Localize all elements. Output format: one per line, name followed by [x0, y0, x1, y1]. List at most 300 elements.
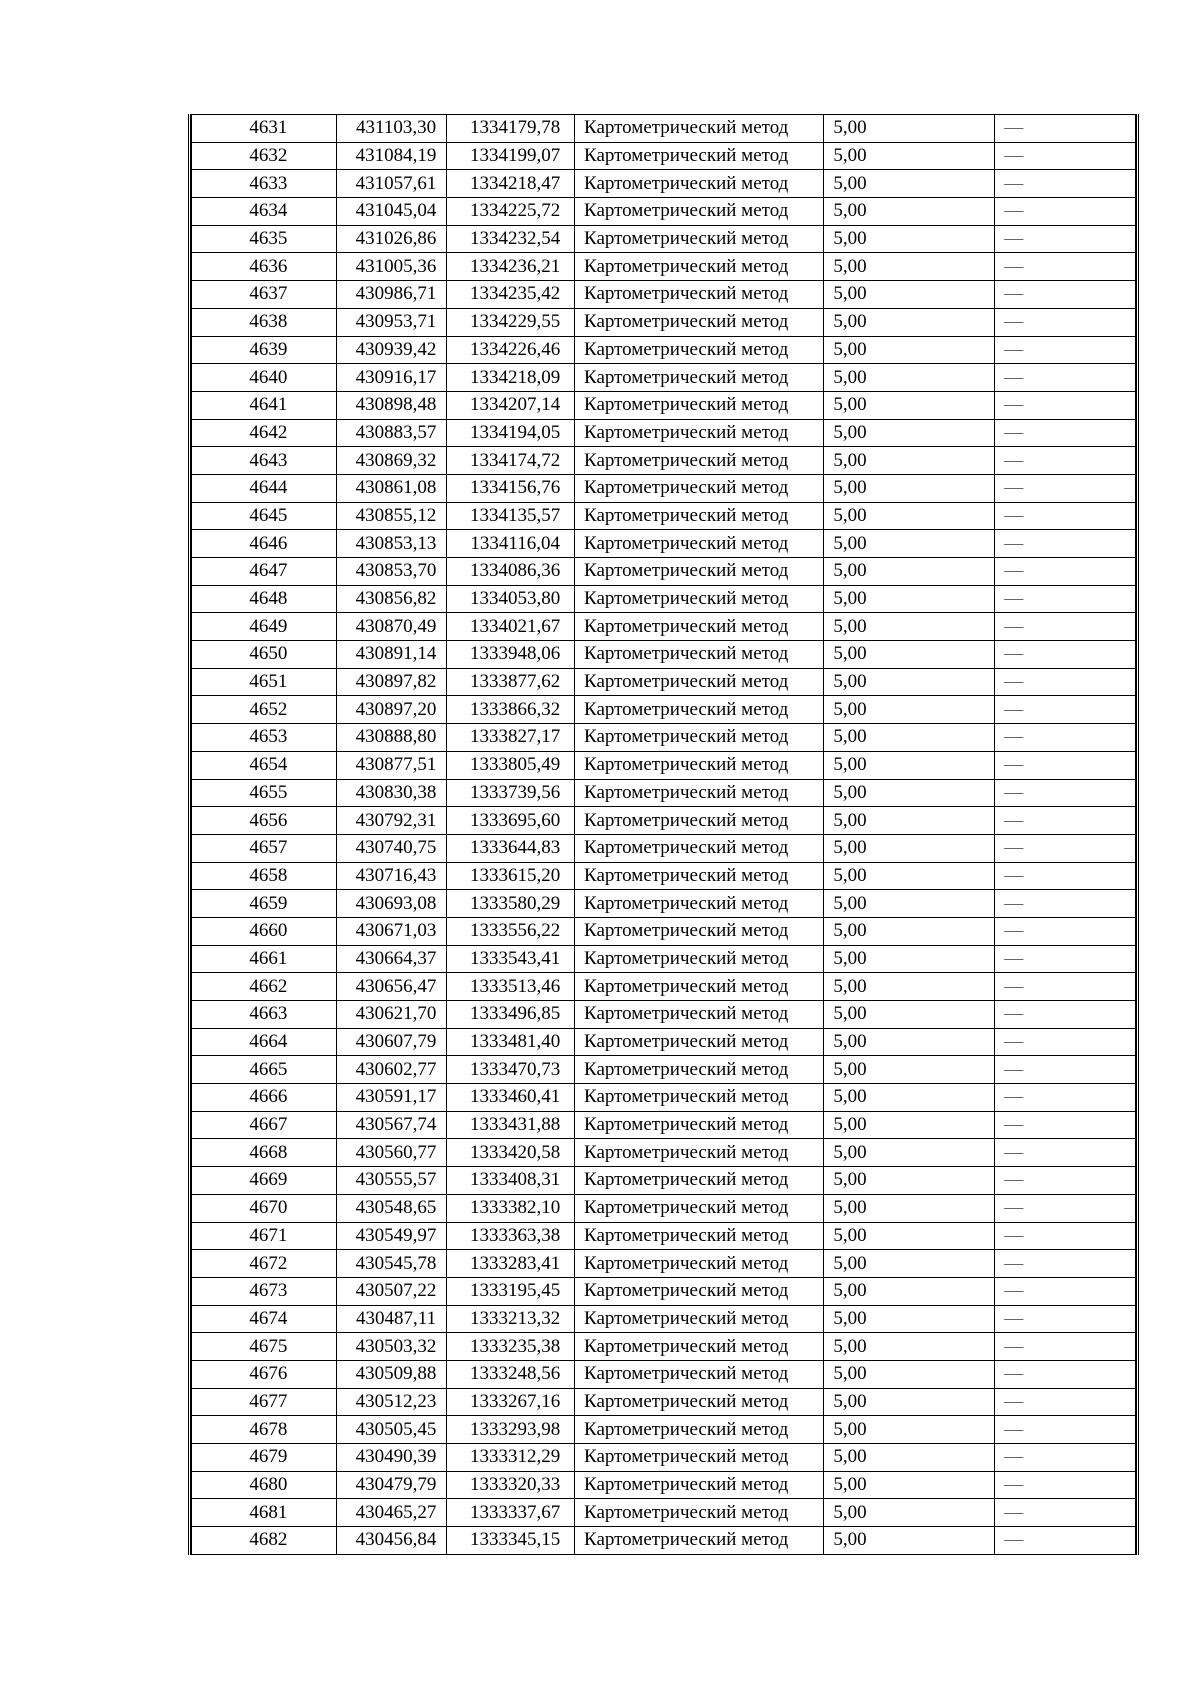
y-coordinate-cell: 1334225,72: [447, 198, 575, 226]
description-cell: —: [995, 336, 1136, 364]
x-coordinate-cell: 430490,39: [336, 1444, 447, 1472]
table-row: [192, 1222, 1136, 1250]
point-number-cell: 4673: [192, 1277, 337, 1305]
y-coordinate-cell: 1334229,55: [447, 308, 575, 336]
method-cell: Картометрический метод: [575, 1084, 824, 1112]
y-coordinate-cell: 1333235,38: [447, 1333, 575, 1361]
description-cell: —: [995, 1416, 1136, 1444]
description-cell: —: [995, 281, 1136, 309]
y-coordinate-cell: 1333496,85: [447, 1001, 575, 1029]
precision-cell: 5,00: [824, 1222, 995, 1250]
y-coordinate-cell: 1333948,06: [447, 641, 575, 669]
y-coordinate-cell: 1333739,56: [447, 779, 575, 807]
precision-cell: 5,00: [824, 945, 995, 973]
method-cell: Картометрический метод: [575, 225, 824, 253]
description-cell: —: [995, 1028, 1136, 1056]
description-cell: —: [995, 1388, 1136, 1416]
description-cell: —: [995, 1360, 1136, 1388]
description-cell: —: [995, 834, 1136, 862]
x-coordinate-cell: 430891,14: [336, 641, 447, 669]
x-coordinate-cell: 431026,86: [336, 225, 447, 253]
point-number-cell: 4645: [192, 502, 337, 530]
method-cell: Картометрический метод: [575, 641, 824, 669]
y-coordinate-cell: 1333337,67: [447, 1499, 575, 1527]
x-coordinate-cell: 431084,19: [336, 142, 447, 170]
description-cell: —: [995, 668, 1136, 696]
method-cell: Картометрический метод: [575, 336, 824, 364]
x-coordinate-cell: 430512,23: [336, 1388, 447, 1416]
x-coordinate-cell: 430898,48: [336, 391, 447, 419]
table-row: [192, 447, 1136, 475]
precision-cell: 5,00: [824, 502, 995, 530]
point-number-cell: 4677: [192, 1388, 337, 1416]
precision-cell: 5,00: [824, 1444, 995, 1472]
point-number-cell: 4647: [192, 558, 337, 586]
y-coordinate-cell: 1334053,80: [447, 585, 575, 613]
y-coordinate-cell: 1333580,29: [447, 890, 575, 918]
method-cell: Картометрический метод: [575, 1444, 824, 1472]
table-row: [192, 779, 1136, 807]
precision-cell: 5,00: [824, 1111, 995, 1139]
table-row: [192, 1111, 1136, 1139]
y-coordinate-cell: 1333615,20: [447, 862, 575, 890]
y-coordinate-cell: 1333827,17: [447, 724, 575, 752]
x-coordinate-cell: 430591,17: [336, 1084, 447, 1112]
table-row: [192, 917, 1136, 945]
point-number-cell: 4635: [192, 225, 337, 253]
precision-cell: 5,00: [824, 1139, 995, 1167]
method-cell: Картометрический метод: [575, 1001, 824, 1029]
point-number-cell: 4671: [192, 1222, 337, 1250]
x-coordinate-cell: 430861,08: [336, 474, 447, 502]
description-cell: —: [995, 917, 1136, 945]
precision-cell: 5,00: [824, 474, 995, 502]
description-cell: —: [995, 862, 1136, 890]
table-row: [192, 1028, 1136, 1056]
precision-cell: 5,00: [824, 1001, 995, 1029]
y-coordinate-cell: 1334218,47: [447, 170, 575, 198]
precision-cell: 5,00: [824, 1471, 995, 1499]
point-number-cell: 4636: [192, 253, 337, 281]
table-row: [192, 1305, 1136, 1333]
method-cell: Картометрический метод: [575, 115, 824, 143]
point-number-cell: 4679: [192, 1444, 337, 1472]
precision-cell: 5,00: [824, 834, 995, 862]
x-coordinate-cell: 430916,17: [336, 364, 447, 392]
description-cell: —: [995, 364, 1136, 392]
precision-cell: 5,00: [824, 1416, 995, 1444]
x-coordinate-cell: 430853,70: [336, 558, 447, 586]
table-row: [192, 668, 1136, 696]
point-number-cell: 4656: [192, 807, 337, 835]
precision-cell: 5,00: [824, 1084, 995, 1112]
y-coordinate-cell: 1334207,14: [447, 391, 575, 419]
description-cell: —: [995, 613, 1136, 641]
x-coordinate-cell: 430479,79: [336, 1471, 447, 1499]
x-coordinate-cell: 431045,04: [336, 198, 447, 226]
method-cell: Картометрический метод: [575, 696, 824, 724]
table-row: [192, 1250, 1136, 1278]
point-number-cell: 4651: [192, 668, 337, 696]
table-row: [192, 1444, 1136, 1472]
point-number-cell: 4666: [192, 1084, 337, 1112]
method-cell: Картометрический метод: [575, 1416, 824, 1444]
y-coordinate-cell: 1333543,41: [447, 945, 575, 973]
description-cell: —: [995, 474, 1136, 502]
table-row: [192, 474, 1136, 502]
method-cell: Картометрический метод: [575, 253, 824, 281]
x-coordinate-cell: 430505,45: [336, 1416, 447, 1444]
y-coordinate-cell: 1334086,36: [447, 558, 575, 586]
point-number-cell: 4646: [192, 530, 337, 558]
x-coordinate-cell: 430953,71: [336, 308, 447, 336]
point-number-cell: 4661: [192, 945, 337, 973]
precision-cell: 5,00: [824, 641, 995, 669]
description-cell: —: [995, 1527, 1136, 1555]
precision-cell: 5,00: [824, 336, 995, 364]
y-coordinate-cell: 1334179,78: [447, 115, 575, 143]
y-coordinate-cell: 1333408,31: [447, 1167, 575, 1195]
precision-cell: 5,00: [824, 1028, 995, 1056]
y-coordinate-cell: 1333293,98: [447, 1416, 575, 1444]
precision-cell: 5,00: [824, 724, 995, 752]
y-coordinate-cell: 1333460,41: [447, 1084, 575, 1112]
table-row: [192, 1499, 1136, 1527]
table-row: [192, 1139, 1136, 1167]
description-cell: —: [995, 447, 1136, 475]
description-cell: —: [995, 1305, 1136, 1333]
x-coordinate-cell: 430671,03: [336, 917, 447, 945]
description-cell: —: [995, 1001, 1136, 1029]
precision-cell: 5,00: [824, 281, 995, 309]
precision-cell: 5,00: [824, 253, 995, 281]
table-row: [192, 696, 1136, 724]
description-cell: —: [995, 1250, 1136, 1278]
method-cell: Картометрический метод: [575, 1222, 824, 1250]
x-coordinate-cell: 430664,37: [336, 945, 447, 973]
precision-cell: 5,00: [824, 1527, 995, 1555]
precision-cell: 5,00: [824, 973, 995, 1001]
point-number-cell: 4682: [192, 1527, 337, 1555]
method-cell: Картометрический метод: [575, 502, 824, 530]
table-row: [192, 1416, 1136, 1444]
description-cell: —: [995, 585, 1136, 613]
description-cell: —: [995, 391, 1136, 419]
description-cell: —: [995, 115, 1136, 143]
y-coordinate-cell: 1334235,42: [447, 281, 575, 309]
method-cell: Картометрический метод: [575, 585, 824, 613]
precision-cell: 5,00: [824, 1333, 995, 1361]
point-number-cell: 4643: [192, 447, 337, 475]
method-cell: Картометрический метод: [575, 1250, 824, 1278]
table-row: [192, 1333, 1136, 1361]
method-cell: Картометрический метод: [575, 779, 824, 807]
method-cell: Картометрический метод: [575, 530, 824, 558]
point-number-cell: 4640: [192, 364, 337, 392]
x-coordinate-cell: 430548,65: [336, 1194, 447, 1222]
x-coordinate-cell: 430877,51: [336, 751, 447, 779]
x-coordinate-cell: 430870,49: [336, 613, 447, 641]
description-cell: —: [995, 1194, 1136, 1222]
x-coordinate-cell: 430602,77: [336, 1056, 447, 1084]
point-number-cell: 4662: [192, 973, 337, 1001]
table-row: [192, 973, 1136, 1001]
description-cell: —: [995, 1139, 1136, 1167]
table-row: [192, 945, 1136, 973]
table-row: [192, 225, 1136, 253]
point-number-cell: 4638: [192, 308, 337, 336]
table-row: [192, 1360, 1136, 1388]
method-cell: Картометрический метод: [575, 447, 824, 475]
method-cell: Картометрический метод: [575, 1277, 824, 1305]
description-cell: —: [995, 945, 1136, 973]
y-coordinate-cell: 1334236,21: [447, 253, 575, 281]
table-row: [192, 391, 1136, 419]
point-number-cell: 4654: [192, 751, 337, 779]
method-cell: Картометрический метод: [575, 198, 824, 226]
description-cell: —: [995, 253, 1136, 281]
point-number-cell: 4644: [192, 474, 337, 502]
x-coordinate-cell: 430853,13: [336, 530, 447, 558]
x-coordinate-cell: 430621,70: [336, 1001, 447, 1029]
x-coordinate-cell: 430897,82: [336, 668, 447, 696]
description-cell: —: [995, 419, 1136, 447]
x-coordinate-cell: 430545,78: [336, 1250, 447, 1278]
x-coordinate-cell: 430939,42: [336, 336, 447, 364]
table-row: [192, 1277, 1136, 1305]
precision-cell: 5,00: [824, 779, 995, 807]
point-number-cell: 4660: [192, 917, 337, 945]
description-cell: —: [995, 890, 1136, 918]
method-cell: Картометрический метод: [575, 1360, 824, 1388]
description-cell: —: [995, 751, 1136, 779]
point-number-cell: 4631: [192, 115, 337, 143]
method-cell: Картометрический метод: [575, 751, 824, 779]
point-number-cell: 4667: [192, 1111, 337, 1139]
precision-cell: 5,00: [824, 613, 995, 641]
coordinates-table: [191, 114, 1136, 1555]
table-row: [192, 807, 1136, 835]
precision-cell: 5,00: [824, 1056, 995, 1084]
table-row: [192, 724, 1136, 752]
table-row: [192, 1084, 1136, 1112]
method-cell: Картометрический метод: [575, 613, 824, 641]
y-coordinate-cell: 1333695,60: [447, 807, 575, 835]
table-row: [192, 1001, 1136, 1029]
y-coordinate-cell: 1333248,56: [447, 1360, 575, 1388]
method-cell: Картометрический метод: [575, 1028, 824, 1056]
x-coordinate-cell: 430507,22: [336, 1277, 447, 1305]
description-cell: —: [995, 1471, 1136, 1499]
y-coordinate-cell: 1334021,67: [447, 613, 575, 641]
method-cell: Картометрический метод: [575, 1111, 824, 1139]
table-row: [192, 834, 1136, 862]
description-cell: —: [995, 502, 1136, 530]
description-cell: —: [995, 558, 1136, 586]
x-coordinate-cell: 430888,80: [336, 724, 447, 752]
description-cell: —: [995, 1056, 1136, 1084]
x-coordinate-cell: 430716,43: [336, 862, 447, 890]
method-cell: Картометрический метод: [575, 170, 824, 198]
y-coordinate-cell: 1333363,38: [447, 1222, 575, 1250]
y-coordinate-cell: 1334218,09: [447, 364, 575, 392]
point-number-cell: 4657: [192, 834, 337, 862]
table-row: [192, 142, 1136, 170]
precision-cell: 5,00: [824, 419, 995, 447]
method-cell: Картометрический метод: [575, 807, 824, 835]
point-number-cell: 4676: [192, 1360, 337, 1388]
x-coordinate-cell: 430883,57: [336, 419, 447, 447]
table-row: [192, 1194, 1136, 1222]
point-number-cell: 4680: [192, 1471, 337, 1499]
table-row: [192, 1527, 1136, 1555]
x-coordinate-cell: 430693,08: [336, 890, 447, 918]
point-number-cell: 4639: [192, 336, 337, 364]
table-row: [192, 890, 1136, 918]
method-cell: Картометрический метод: [575, 1167, 824, 1195]
x-coordinate-cell: 431103,30: [336, 115, 447, 143]
point-number-cell: 4674: [192, 1305, 337, 1333]
method-cell: Картометрический метод: [575, 1305, 824, 1333]
precision-cell: 5,00: [824, 142, 995, 170]
precision-cell: 5,00: [824, 1167, 995, 1195]
description-cell: —: [995, 1111, 1136, 1139]
precision-cell: 5,00: [824, 917, 995, 945]
precision-cell: 5,00: [824, 1194, 995, 1222]
precision-cell: 5,00: [824, 862, 995, 890]
method-cell: Картометрический метод: [575, 142, 824, 170]
table-row: [192, 336, 1136, 364]
method-cell: Картометрический метод: [575, 1194, 824, 1222]
precision-cell: 5,00: [824, 558, 995, 586]
point-number-cell: 4664: [192, 1028, 337, 1056]
y-coordinate-cell: 1334226,46: [447, 336, 575, 364]
method-cell: Картометрический метод: [575, 973, 824, 1001]
y-coordinate-cell: 1333213,32: [447, 1305, 575, 1333]
y-coordinate-cell: 1333805,49: [447, 751, 575, 779]
precision-cell: 5,00: [824, 807, 995, 835]
precision-cell: 5,00: [824, 668, 995, 696]
method-cell: Картометрический метод: [575, 724, 824, 752]
description-cell: —: [995, 1333, 1136, 1361]
x-coordinate-cell: 430740,75: [336, 834, 447, 862]
precision-cell: 5,00: [824, 1277, 995, 1305]
point-number-cell: 4670: [192, 1194, 337, 1222]
x-coordinate-cell: 430555,57: [336, 1167, 447, 1195]
y-coordinate-cell: 1333431,88: [447, 1111, 575, 1139]
y-coordinate-cell: 1334199,07: [447, 142, 575, 170]
y-coordinate-cell: 1333312,29: [447, 1444, 575, 1472]
table-row: [192, 530, 1136, 558]
point-number-cell: 4669: [192, 1167, 337, 1195]
x-coordinate-cell: 430792,31: [336, 807, 447, 835]
description-cell: —: [995, 724, 1136, 752]
method-cell: Картометрический метод: [575, 1388, 824, 1416]
description-cell: —: [995, 142, 1136, 170]
method-cell: Картометрический метод: [575, 917, 824, 945]
point-number-cell: 4655: [192, 779, 337, 807]
x-coordinate-cell: 431005,36: [336, 253, 447, 281]
coordinates-table-body: [192, 115, 1136, 1555]
description-cell: —: [995, 696, 1136, 724]
table-row: [192, 558, 1136, 586]
y-coordinate-cell: 1333556,22: [447, 917, 575, 945]
precision-cell: 5,00: [824, 198, 995, 226]
precision-cell: 5,00: [824, 308, 995, 336]
point-number-cell: 4663: [192, 1001, 337, 1029]
x-coordinate-cell: 430856,82: [336, 585, 447, 613]
x-coordinate-cell: 430456,84: [336, 1527, 447, 1555]
y-coordinate-cell: 1333513,46: [447, 973, 575, 1001]
description-cell: —: [995, 1222, 1136, 1250]
method-cell: Картометрический метод: [575, 1056, 824, 1084]
point-number-cell: 4634: [192, 198, 337, 226]
x-coordinate-cell: 430567,74: [336, 1111, 447, 1139]
point-number-cell: 4675: [192, 1333, 337, 1361]
point-number-cell: 4672: [192, 1250, 337, 1278]
x-coordinate-cell: 430509,88: [336, 1360, 447, 1388]
y-coordinate-cell: 1333320,33: [447, 1471, 575, 1499]
y-coordinate-cell: 1333420,58: [447, 1139, 575, 1167]
table-row: [192, 281, 1136, 309]
table-row: [192, 419, 1136, 447]
method-cell: Картометрический метод: [575, 308, 824, 336]
point-number-cell: 4642: [192, 419, 337, 447]
x-coordinate-cell: 431057,61: [336, 170, 447, 198]
method-cell: Картометрический метод: [575, 1527, 824, 1555]
method-cell: Картометрический метод: [575, 1499, 824, 1527]
table-row: [192, 1167, 1136, 1195]
y-coordinate-cell: 1333470,73: [447, 1056, 575, 1084]
y-coordinate-cell: 1333283,41: [447, 1250, 575, 1278]
method-cell: Картометрический метод: [575, 558, 824, 586]
table-row: [192, 253, 1136, 281]
point-number-cell: 4678: [192, 1416, 337, 1444]
point-number-cell: 4681: [192, 1499, 337, 1527]
x-coordinate-cell: 430487,11: [336, 1305, 447, 1333]
point-number-cell: 4648: [192, 585, 337, 613]
y-coordinate-cell: 1333382,10: [447, 1194, 575, 1222]
method-cell: Картометрический метод: [575, 1471, 824, 1499]
precision-cell: 5,00: [824, 751, 995, 779]
point-number-cell: 4650: [192, 641, 337, 669]
description-cell: —: [995, 973, 1136, 1001]
precision-cell: 5,00: [824, 890, 995, 918]
point-number-cell: 4649: [192, 613, 337, 641]
description-cell: —: [995, 1277, 1136, 1305]
y-coordinate-cell: 1334174,72: [447, 447, 575, 475]
table-row: [192, 862, 1136, 890]
y-coordinate-cell: 1334194,05: [447, 419, 575, 447]
method-cell: Картометрический метод: [575, 1333, 824, 1361]
x-coordinate-cell: 430465,27: [336, 1499, 447, 1527]
table-row: [192, 585, 1136, 613]
table-row: [192, 502, 1136, 530]
point-number-cell: 4641: [192, 391, 337, 419]
y-coordinate-cell: 1333877,62: [447, 668, 575, 696]
precision-cell: 5,00: [824, 1360, 995, 1388]
x-coordinate-cell: 430503,32: [336, 1333, 447, 1361]
method-cell: Картометрический метод: [575, 391, 824, 419]
method-cell: Картометрический метод: [575, 474, 824, 502]
precision-cell: 5,00: [824, 1250, 995, 1278]
description-cell: —: [995, 530, 1136, 558]
table-row: [192, 364, 1136, 392]
point-number-cell: 4633: [192, 170, 337, 198]
y-coordinate-cell: 1333345,15: [447, 1527, 575, 1555]
table-row: [192, 751, 1136, 779]
description-cell: —: [995, 225, 1136, 253]
